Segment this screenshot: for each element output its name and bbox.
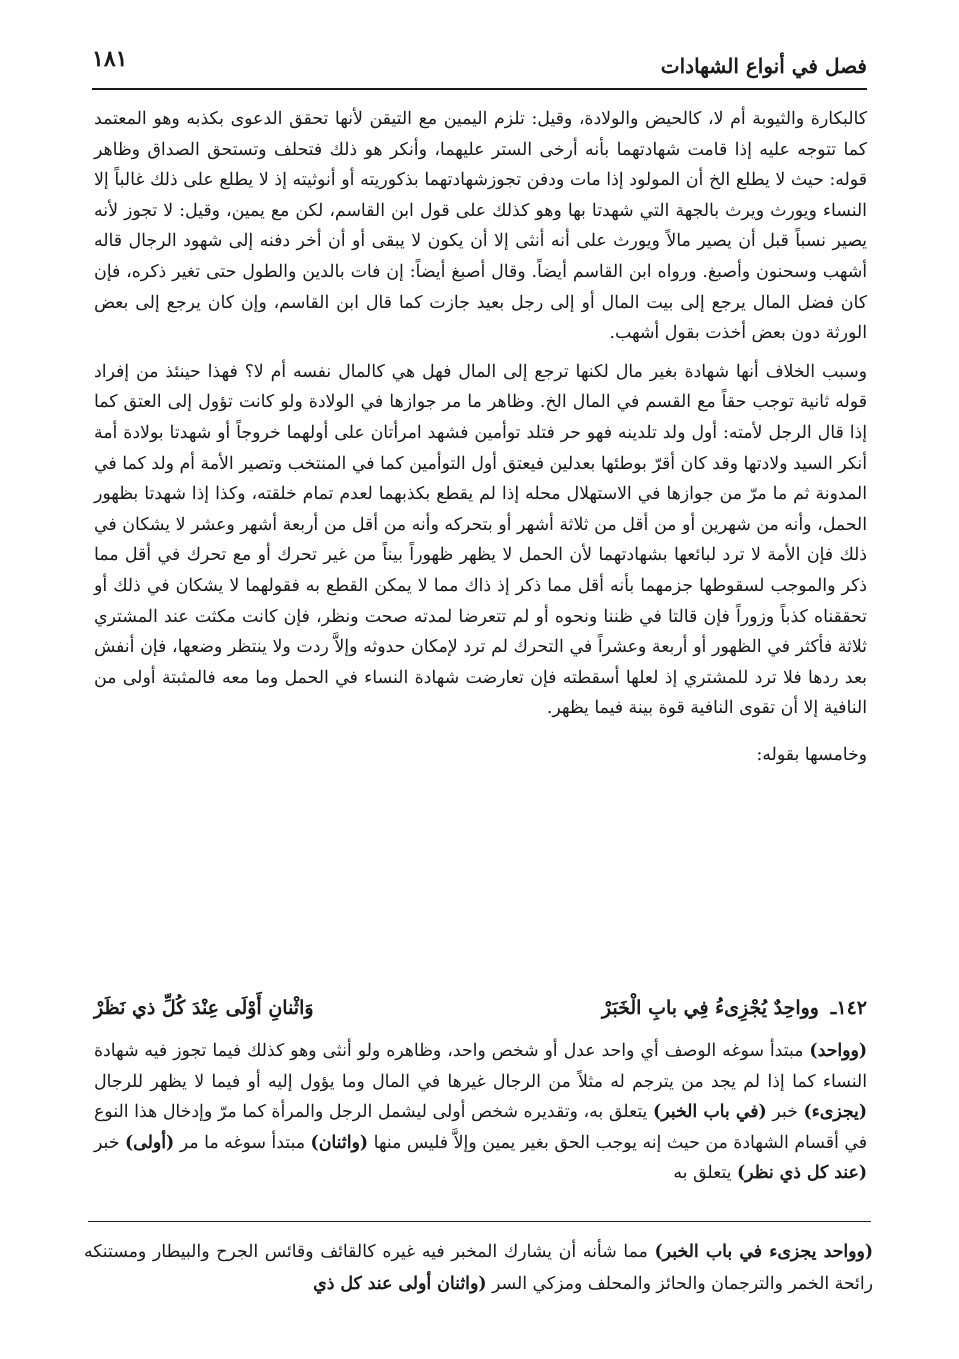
footnote-term: (واثنان أولى عند كل ذي <box>313 1274 487 1294</box>
page-header <box>92 40 867 84</box>
commentary-term: (وواحد) <box>809 1041 867 1061</box>
verse-hemistich-2: وَاثْنانِ أَوْلَى عِنْدَ كُلِّ ذي نَظَرْ <box>94 997 314 1019</box>
verse-intro: وخامسها بقوله: <box>756 744 867 765</box>
commentary-text-run: مبتدأ سوغه الوصف أي واحد عدل أو شخص واحد، وظاهره ولو أنثى وهو كذلك فيما تجوز فيه شهادة النساء كما إذا لم يجد من يترجم له مثلاً من الرجال غيرها في المال وما يؤول إليه أو فيما لا يظهر للرجال <box>94 1041 867 1092</box>
footnote-text-run: مما شأنه أن يشارك المخبر فيه غيره كالقائف وقائس الجرح والبيطار ومستنكه رائحة الخمر والترجمان والحائز والمحلف ومزكي السر <box>84 1242 873 1294</box>
verse-line <box>94 988 867 1028</box>
verse-number: ١٤٢ـ <box>830 997 867 1019</box>
footnote-paragraph <box>84 1236 873 1300</box>
commentary-term: (يجزىء) <box>803 1102 867 1122</box>
commentary-text-run: يتعلق به، وتقديره شخص أولى ليشمل الرجل والمرأة كما مرّ وإدخال هذا النوع في أقسام الشهادة من حيث إنه يوجب الحق بغير يمين وإلاَّ فليس منها <box>94 1102 867 1153</box>
paragraph-1: كالبكارة والثيوبة أم لا، كالحيض والولادة، وقيل: تلزم اليمين مع التيقن لأنها تحقق الدعوى بكذبه وهو المعتمد كما تتوجه عليه إذا قامت شهادتهما بأنه أرخى الستر عليهما، وأنكر هو ذلك فتحلف وتستحق الصداق وظاهر قوله: حيث لا يطلع الخ أن المولود إذا مات ودفن تجوزشهادتهما بذكوريته أو أنوثيته إذ لا يطلع على ذلك غالباً إلا النساء ويورث ويرث بالجهة التي شهدتا بها وهو كذلك على قول ابن القاسم، لكن مع يمين، وقيل: لا تجوز لأنه يصير نسباً قبل أن يصير مالاً ويورث على أنه أنثى إلا أن يكون لا يبقى أو أن أخر دفنه إلى شهود الرجال قاله أشهب وسحنون وأصبغ. ورواه ابن القاسم أيضاً. وقال أصبغ أيضاً: إن فات بالدين والطول حتى تغير ذكره، فإن كان فضل المال يرجع إلى بيت المال أو إلى رجل بعيد جازت كما قال ابن القاسم، وإن كان يرجع إلى بعض الورثة دون بعض أخذت بقول أشهب. <box>94 109 867 344</box>
footnote-term: (وواحد يجزىء في باب الخبر) <box>654 1242 874 1262</box>
footnote <box>84 1236 873 1300</box>
running-title: فصل في أنواع الشهادات <box>660 54 867 78</box>
commentary-text-run: خبر <box>766 1102 804 1122</box>
commentary-term: (أولى) <box>125 1132 175 1153</box>
commentary-paragraph <box>94 1036 867 1189</box>
main-text <box>94 104 867 770</box>
paragraph-2: وسبب الخلاف أنها شهادة بغير مال لكنها ترجع إلى المال فهل هي كالمال نفسه أم لا؟ فهذا حينئذ من إفراد قوله ثانية توجب حقاً مع القسم في المال الخ. وظاهر ما مر جوازها في الولادة ولو كانت تؤول إلى العتق كما إذا قال الرجل لأمته: أول ولد تلدينه فهو حر فتلد توأمين فشهد امرأتان على أولهما خروجاً أو شهدتا بولادة أمة أنكر السيد ولادتها وقد كان أقرّ بوطئها بعدلين فيعتق أول التوأمين كما في المنتخب وتصير الأمة أم ولد كما في المدونة ثم ما مرّ من جوازها في الاستهلال محله إذا لم يقطع بكذبهما لعدم تمام خلقته، وكذا إذا شهدتا بظهور الحمل، وأنه من شهرين أو من أقل من ثلاثة أشهر أو بتحركه وأنه من أقل من أربعة أشهر وعشر لا يشكان في ذلك فإن الأمة لا ترد لبائعها بشهادتهما لأن الحمل لا يظهر ظهوراً بيناً من غير تحرك أو مع تحرك في أقل مما ذكر والموجب لسقوطها جزمهما بأنه أقل مما ذكر إذ ذاك مما لا يمكن القطع به فقولهما لا يشكان في ذلك أو تحققناه كذباً وزوراً فإن قالتا في ظننا ونحوه أو لم تتعرضا لمدته صحت ونظر، فإن كانت مكثت عند المشتري ثلاثة فأكثر في الظهور أو أربعة وعشراً في التحرك لم ترد لإمكان حدوثه وإلاَّ ردت ولا ينتظر وضعها، فإن أنفش بعد ردها فلا ترد للمشتري إذ لعلها أسقطته فإن تعارضت شهادة النساء في الحمل وما معه فالمثبتة أولى من النافية إلا أن تقوى النافية قوة بينة فيما يظهر. <box>94 361 867 719</box>
commentary-term: (عند كل ذي نظر) <box>736 1163 867 1183</box>
commentary-term: (في باب الخبر) <box>653 1102 767 1122</box>
verse-hemistich-1: وواحِدٌ يُجْزِىءُ فِي بابِ الْخَبَرْ <box>601 997 819 1019</box>
commentary-text-run: يتعلق به <box>673 1163 737 1183</box>
footnote-rule <box>88 1221 871 1222</box>
header-rule <box>92 88 867 90</box>
commentary-text-run: مبتدأ سوغه ما مر <box>174 1132 311 1153</box>
commentary-text-run: خبر <box>94 1132 125 1153</box>
commentary-text <box>94 1036 867 1189</box>
page-number: ١٨١ <box>92 46 128 72</box>
commentary-term: (واثنان) <box>310 1132 369 1153</box>
